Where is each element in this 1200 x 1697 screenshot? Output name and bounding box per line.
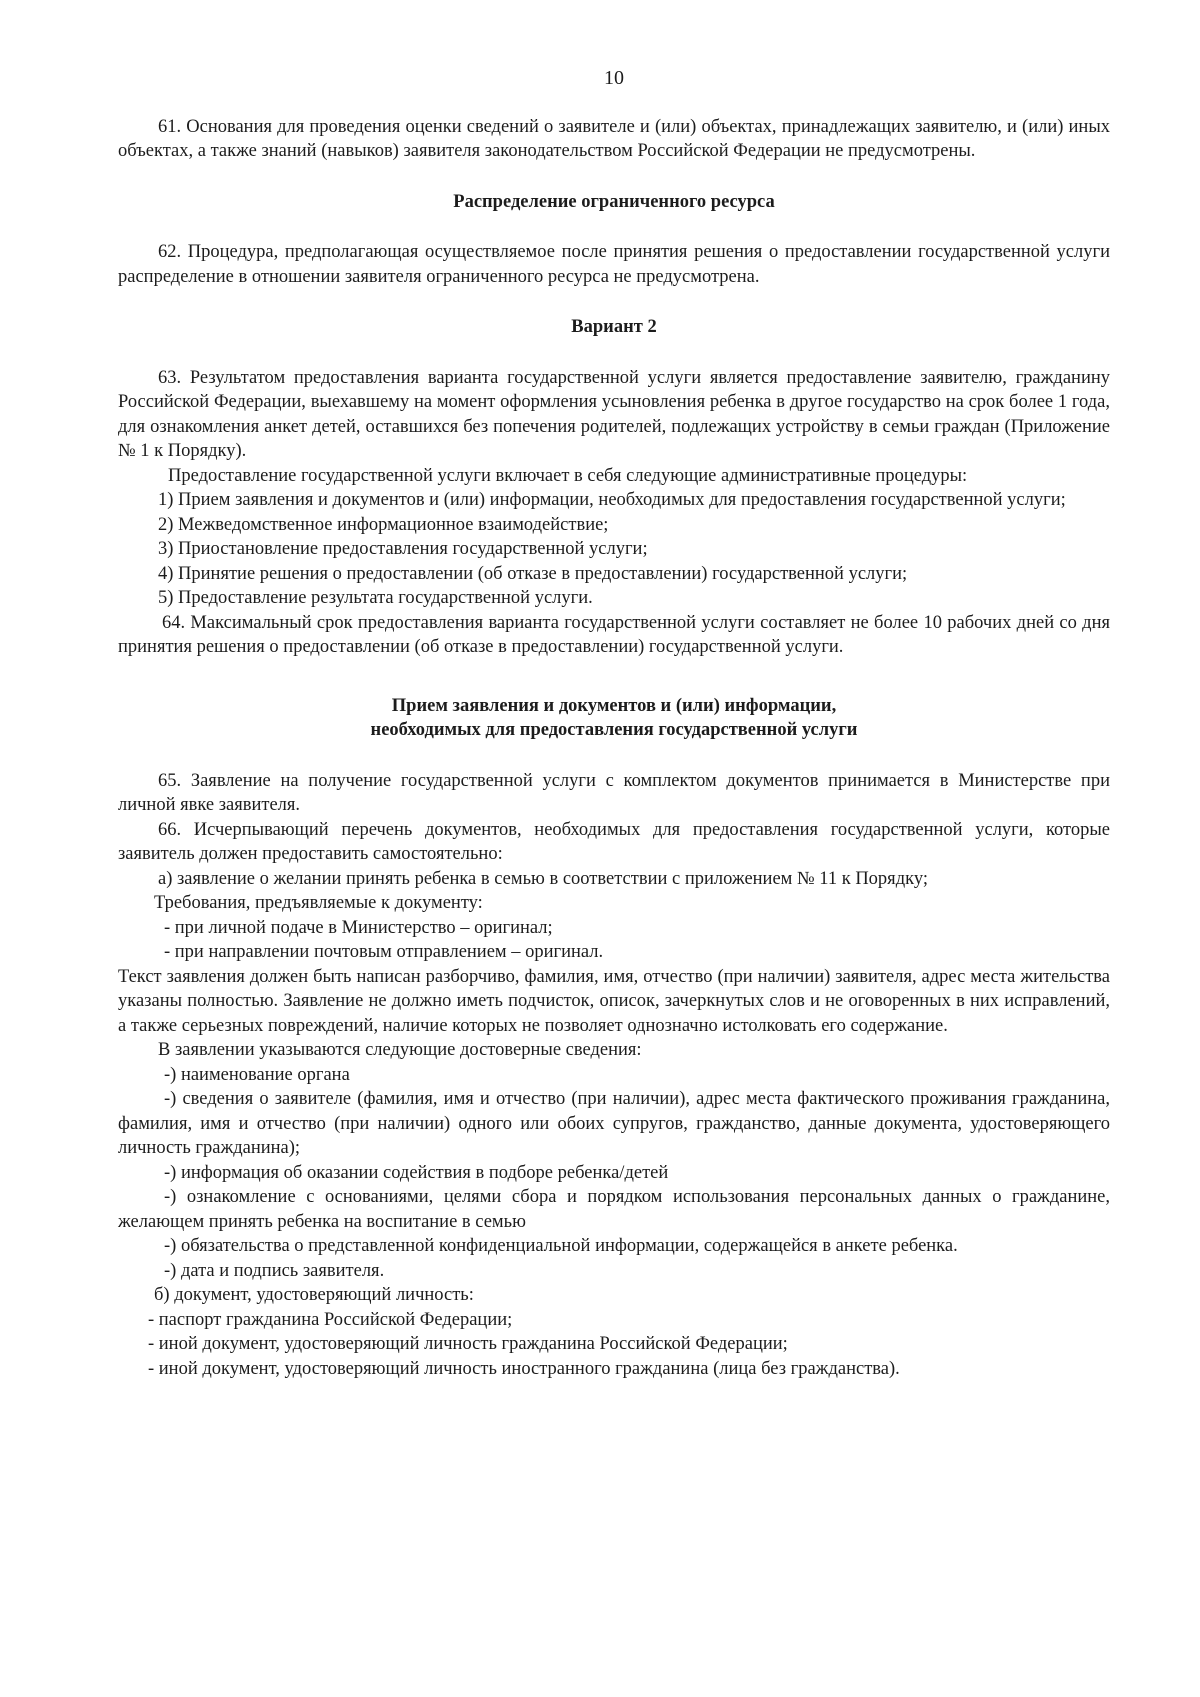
id-doc-other-russian: - иной документ, удостоверяющий личность гражданина Российской Федерации;: [148, 1334, 788, 1354]
paragraph-64: 64. Максимальный срок предоставления варианта государственной услуги составляет не более 10 рабочих дней со дня принятия решения о предоставлении (об отказе в предоставлении) государственной услуги.: [118, 612, 1110, 657]
requirement-item-personal: - при личной подаче в Министерство – оригинал;: [164, 917, 553, 938]
heading-reception-line-1: Прием заявления и документов и (или) информации,: [391, 695, 837, 716]
id-doc-foreign: - иной документ, удостоверяющий личность иностранного гражданина (лица без гражданства).: [148, 1358, 900, 1379]
paragraph-63: 63. Результатом предоставления варианта государственной услуги является предоставление заявителю, гражданину Российской Федерации, выехавшему на момент оформления усыновления ребенка в другое государство на срок более 1 года, для ознакомления анкет детей, оставшихся без попечения родителей, подлежащих устройству в семьи граждан (Приложение № 1 к Порядку).: [118, 367, 1110, 461]
paragraph-66-b: б) документ, удостоверяющий личность:: [154, 1285, 474, 1305]
paragraph-66-a: а) заявление о желании принять ребенка в семью в соответствии с приложением № 11 к Порядку;: [158, 868, 928, 889]
id-doc-passport: - паспорт гражданина Российской Федерации;: [148, 1309, 513, 1330]
heading-reception: [118, 694, 1110, 743]
paragraph-66: 66. Исчерпывающий перечень документов, необходимых для предоставления государственной услуги, которые заявитель должен предоставить самостоятельно:: [118, 819, 1110, 864]
info-item-assistance: -) информация об оказании содействия в подборе ребенка/детей: [164, 1162, 669, 1183]
text-requirements: Текст заявления должен быть написан разборчиво, фамилия, имя, отчество (при наличии) заявителя, адрес места жительства указаны полностью. Заявление не должно иметь подчисток, описок, зачеркнутых слов и не оговоренных в них исправлений, а также серьезных повреждений, наличие которых не позволяет однозначно истолковать его содержание.: [118, 966, 1110, 1036]
info-item-confidential: -) обязательства о представленной конфиденциальной информации, содержащейся в анкете ребенка.: [164, 1236, 958, 1256]
info-item-applicant: -) сведения о заявителе (фамилия, имя и отчество (при наличии), адрес места фактического проживания гражданина, фамилия, имя и отчество (при наличии) одного или обоих супругов, гражданство, данные документа, удостоверяющего личность гражданина);: [118, 1089, 1110, 1158]
procedure-item-2: 2) Межведомственное информационное взаимодействие;: [158, 514, 609, 535]
paragraph-63-procedures-intro: Предоставление государственной услуги включает в себя следующие административные процедуры:: [168, 465, 968, 486]
requirement-item-postal: - при направлении почтовым отправлением – оригинал.: [164, 942, 604, 962]
procedure-item-1: 1) Прием заявления и документов и (или) информации, необходимых для предоставления государственной услуги;: [158, 490, 1066, 510]
paragraph-65: 65. Заявление на получение государственной услуги с комплектом документов принимается в Министерстве при личной явке заявителя.: [118, 770, 1110, 815]
procedure-item-5: 5) Предоставление результата государственной услуги.: [158, 588, 593, 608]
paragraph-62: 62. Процедура, предполагающая осуществляемое после принятия решения о предоставлении государственной услуги распределение в отношении заявителя ограниченного ресурса не предусмотрена.: [118, 242, 1110, 287]
info-item-personal-data: -) ознакомление с основаниями, целями сбора и порядком использования персональных данных о гражданине, желающем принять ребенка на воспитание в семью: [118, 1187, 1110, 1232]
paragraph-61: 61. Основания для проведения оценки сведений о заявителе и (или) объектах, принадлежащих заявителю, и (или) иных объектах, а также знаний (навыков) заявителя законодательством Российской Федерации не предусмотрены.: [118, 116, 1110, 161]
heading-variant-2: Вариант 2: [571, 317, 657, 337]
procedure-item-4: 4) Принятие решения о предоставлении (об отказе в предоставлении) государственной услуги;: [158, 563, 908, 584]
procedure-item-3: 3) Приостановление предоставления государственной услуги;: [158, 539, 648, 559]
info-item-organ: -) наименование органа: [164, 1064, 350, 1085]
page-number: 10: [604, 67, 624, 89]
requirements-title: Требования, предъявляемые к документу:: [154, 893, 483, 913]
info-intro: В заявлении указываются следующие достоверные сведения:: [158, 1040, 642, 1060]
info-item-signature: -) дата и подпись заявителя.: [164, 1260, 385, 1281]
heading-resource-distribution: Распределение ограниченного ресурса: [453, 191, 775, 212]
heading-reception-line-2: необходимых для предоставления государственной услуги: [370, 720, 858, 740]
